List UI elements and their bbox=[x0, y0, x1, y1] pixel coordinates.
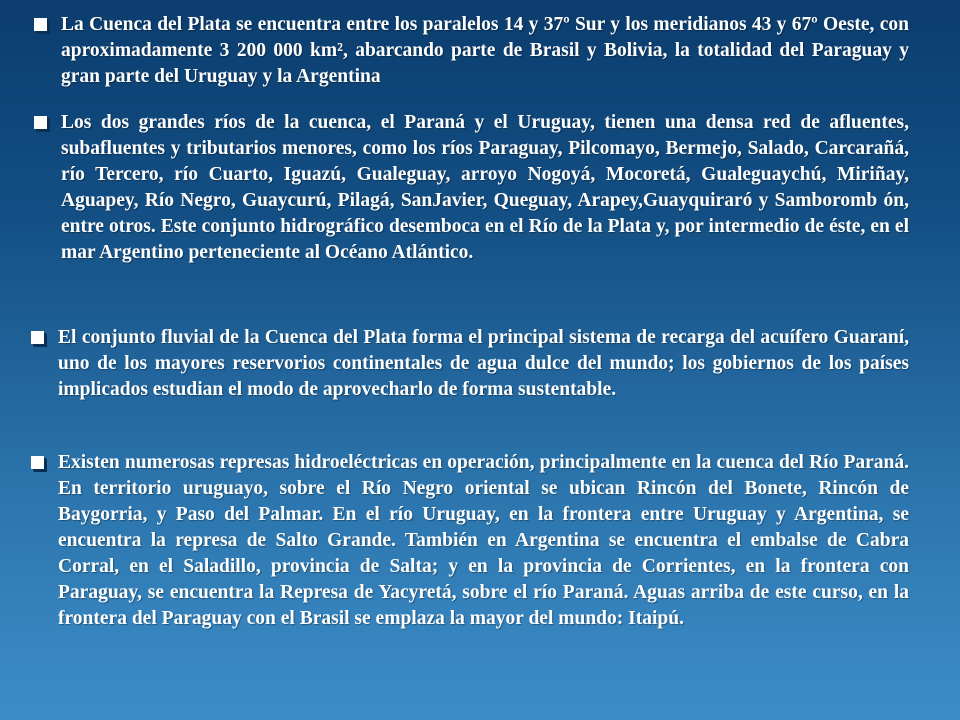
square-bullet-icon bbox=[31, 331, 44, 344]
square-bullet-icon bbox=[34, 18, 47, 31]
bullet-text: Los dos grandes ríos de la cuenca, el Paraná y el Uruguay, tienen una densa red de afluentes, subafluentes y tributarios menores, como los ríos Paraguay, Pilcomayo, Bermejo, Salado, Carcarañá, río Tercero, río Cuarto, Iguazú, Gualeguay, arroyo Nogoyá, Mocoretá, Gualeguaychú, Miriñay, Aguapey, Río Negro, Guaycurú, Pilagá, SanJavier, Queguay, Arapey,Guayquiraró y Samboromb ón, entre otros. Este conjunto hidrográfico desemboca en el Río de la Plata y, por intermedio de éste, en el mar Argentino perteneciente al Océano Atlántico. bbox=[61, 112, 909, 263]
bullet-item-aquifer bbox=[58, 325, 909, 403]
bullet-item-rivers bbox=[61, 110, 909, 266]
bullet-text: Existen numerosas represas hidroeléctricas en operación, principalmente en la cuenca del Río Paraná. En territorio uruguayo, sobre el Río Negro oriental se ubican Rincón del Bonete, Rincón de Baygorria, y Paso del Palmar. En el río Uruguay, en la frontera entre Uruguay y Argentina, se encuentra la represa de Salto Grande. También en Argentina se encuentra el embalse de Cabra Corral, en el Saladillo, provincia de Salta; y en la provincia de Corrientes, en la frontera con Paraguay, se encuentra la Represa de Yacyretá, sobre el río Paraná. Aguas arriba de este curso, en la frontera del Paraguay con el Brasil se emplaza la mayor del mundo: Itaipú. bbox=[58, 452, 909, 629]
square-bullet-icon bbox=[34, 116, 47, 129]
bullet-text: La Cuenca del Plata se encuentra entre los paralelos 14 y 37º Sur y los meridianos 43 y 67º Oeste, con aproximadamente 3 200 000 km², abarcando parte de Brasil y Bolivia, la totalidad del Paraguay y gran parte del Uruguay y la Argentina bbox=[61, 14, 909, 87]
bullet-text: El conjunto fluvial de la Cuenca del Plata forma el principal sistema de recarga del acuífero Guaraní, uno de los mayores reservorios continentales de agua dulce del mundo; los gobiernos de los países implicados estudian el modo de aprovecharlo de forma sustentable. bbox=[58, 327, 909, 400]
square-bullet-icon bbox=[31, 456, 44, 469]
bullet-item-dams bbox=[58, 450, 909, 632]
bullet-item-cuenca-location bbox=[61, 12, 909, 90]
